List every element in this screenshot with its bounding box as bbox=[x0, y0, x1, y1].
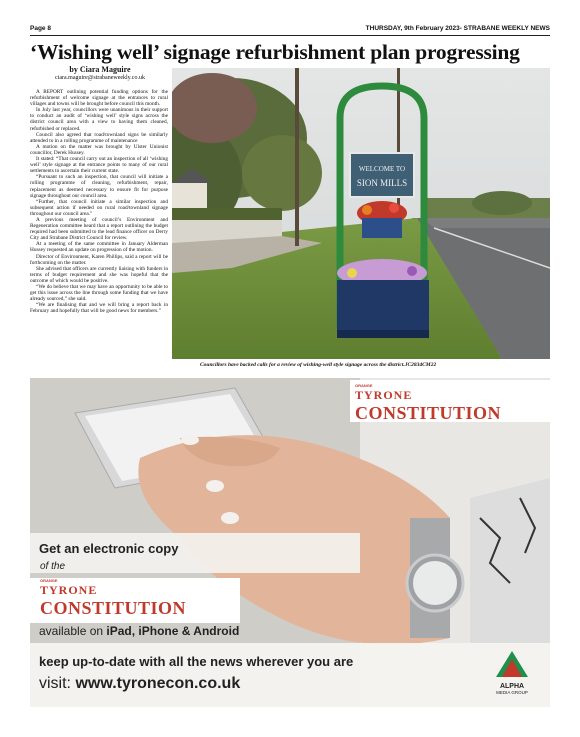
ad-url-link[interactable]: www.tyronecon.co.uk bbox=[75, 675, 241, 692]
ad-keep-up-to-date: keep up-to-date with all the news wherever you are bbox=[39, 654, 354, 669]
ad-available bbox=[39, 624, 239, 638]
ad-visit bbox=[39, 675, 240, 693]
page-number: Page 8 bbox=[30, 25, 51, 32]
ad-of-the: of the bbox=[40, 561, 66, 572]
publisher-line1: ALPHA bbox=[499, 683, 525, 690]
logo-prefix: ORANGE bbox=[40, 578, 58, 583]
photo-caption: Councillors have backed calls for a review of wishing-well style signage across the district.JC2834CM22 bbox=[200, 362, 437, 368]
article-paragraph: Director of Environment, Karen Phillips, said a report will be forthcoming on the matter. bbox=[30, 253, 168, 266]
advertisement[interactable] bbox=[30, 378, 550, 707]
article-paragraph: A REPORT outlining potential funding options for the refurbishment of welcome signage at the entrances to rural villages and towns will be brought before council this month. bbox=[30, 89, 168, 108]
logo-line2: CONSTITUTION bbox=[40, 598, 187, 618]
article-paragraph: Council also agreed that road/townland signs be similarly attended to in a rolling programme of maintenance bbox=[30, 131, 168, 144]
publisher-line2: MEDIA GROUP bbox=[496, 690, 528, 695]
article-paragraph: A previous meeting of council’s Environment and Regeneration committee heard that a report outlining the budget required had been submitted to the lead finance officer on Derry City and Strabane District Council for review. bbox=[30, 216, 168, 242]
sign-text-line2: SION MILLS bbox=[356, 178, 408, 188]
logo-line1: TYRONE bbox=[40, 583, 98, 597]
article-paragraph: “We are finalising that and we will bring a report back in February and hopefully that will be good news for members.” bbox=[30, 302, 168, 315]
article-headline: ‘Wishing well’ signage refurbishment plan progressing bbox=[30, 40, 520, 64]
issue-date: THURSDAY, 9th February 2023- STRABANE WEEKLY NEWS bbox=[365, 25, 550, 32]
article-paragraph: A motion on the matter was brought by Ulster Unionist councillor, Derek Hussey. bbox=[30, 143, 168, 156]
article-photo bbox=[172, 68, 550, 359]
alpha-media-logo bbox=[482, 650, 542, 700]
tyrone-constitution-logo-top bbox=[355, 383, 501, 424]
available-prefix: available on bbox=[39, 624, 107, 638]
logo-line2: CONSTITUTION bbox=[355, 403, 502, 423]
logo-prefix: ORANGE bbox=[355, 383, 373, 388]
article-paragraph: At a meeting of the same committee in January Alderman Hussey requested an update on progression of the motion. bbox=[30, 241, 168, 254]
available-devices: iPad, iPhone & Android bbox=[106, 624, 240, 638]
byline bbox=[30, 66, 170, 81]
article-paragraph: “We do believe that we may have an opportunity to be able to get this issue across the line through some funding that we have already sourced,” she said. bbox=[30, 284, 168, 303]
ad-headline: Get an electronic copy bbox=[39, 541, 179, 556]
page-header bbox=[30, 23, 550, 36]
logo-line1: TYRONE bbox=[355, 388, 413, 402]
visit-prefix: visit: bbox=[39, 675, 76, 692]
sign-text-line1: WELCOME TO bbox=[358, 165, 406, 173]
article-body bbox=[30, 89, 168, 371]
wishing-well-sign-photo bbox=[172, 68, 550, 359]
tyrone-constitution-logo bbox=[40, 578, 186, 619]
author-name: by Ciara Maguire bbox=[69, 65, 131, 74]
article-paragraph: She advised that officers are currently liaising with funders in terms of budget requirement and she was hopeful that the outcome of which would be positive. bbox=[30, 265, 168, 284]
article-paragraph: In July last year, councillors were unanimous in their support to conduct an audit of ‘wishing well’ style signs across the district council area with a view to having them cleaned, refurbished or replaced. bbox=[30, 107, 168, 132]
alpha-triangle-icon bbox=[495, 650, 529, 678]
article-paragraph: It stated: “That council carry out an inspection of all ‘wishing well’ style signage at the entrance points to many of our rural settlements to ascertain their current state. bbox=[30, 156, 168, 175]
article-paragraph: “Further, that council initiate a similar inspection and subsequent action if needed on rural road/townland signage throughout our council area.” bbox=[30, 198, 168, 217]
author-email[interactable]: ciara.maguire@strabaneweekly.co.uk bbox=[55, 74, 145, 81]
article-paragraph: “Pursuant to such an inspection, that council will initiate a rolling programme of cleaning, refurbishment, repair, replacement as deemed necessary to ensure fit for purpose signage throughout our council area. bbox=[30, 174, 168, 199]
